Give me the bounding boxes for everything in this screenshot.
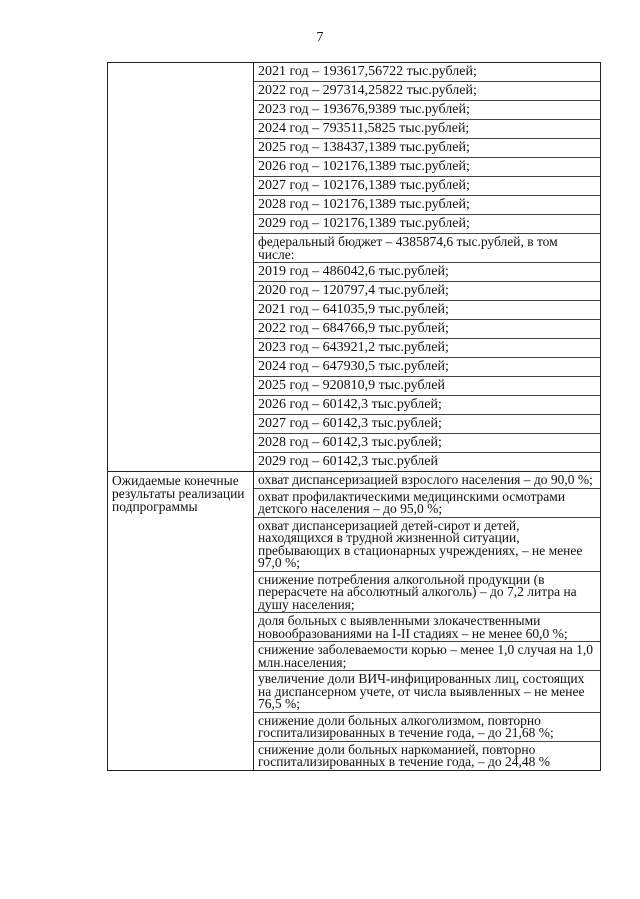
page-number: 7 <box>316 30 324 45</box>
federal-line: 2025 год – 920810,9 тыс.рублей <box>254 376 600 395</box>
federal-line: 2027 год – 60142,3 тыс.рублей; <box>254 414 600 433</box>
funding-line: 2023 год – 193676,9389 тыс.рублей; <box>254 100 600 119</box>
result-item: снижение доли больных наркоманией, повторно госпитализированных в течение года, – до 24,48 % <box>254 741 600 770</box>
funding-line: 2027 год – 102176,1389 тыс.рублей; <box>254 176 600 195</box>
result-item: снижение заболеваемости корью – менее 1,0 случая на 1,0 млн.населения; <box>254 641 600 670</box>
federal-line: 2021 год – 641035,9 тыс.рублей; <box>254 300 600 319</box>
subprogram-table <box>107 62 601 771</box>
federal-line: 2019 год – 486042,6 тыс.рублей; <box>254 262 600 281</box>
results-label: Ожидаемые конечные результаты реализации подпрограммы <box>108 472 254 771</box>
result-item: снижение потребления алкогольной продукции (в перерасчете на абсолютный алкоголь) – до 7,2 литра на душу населения; <box>254 571 600 613</box>
funding-values-cell <box>254 63 601 472</box>
federal-line: 2020 год – 120797,4 тыс.рублей; <box>254 281 600 300</box>
result-item: охват диспансеризацией взрослого населения – до 90,0 %; <box>258 472 593 487</box>
federal-line: 2024 год – 647930,5 тыс.рублей; <box>254 357 600 376</box>
federal-line: 2029 год – 60142,3 тыс.рублей <box>254 452 600 471</box>
funding-line: 2029 год – 102176,1389 тыс.рублей; <box>254 214 600 233</box>
result-item: охват диспансеризацией детей-сирот и детей, находящихся в трудной жизненной ситуации, пребывающих в стационарных учреждениях, – не менее 97,0 %; <box>254 517 600 571</box>
federal-line: 2022 год – 684766,9 тыс.рублей; <box>254 319 600 338</box>
funding-line: 2026 год – 102176,1389 тыс.рублей; <box>254 157 600 176</box>
result-item: охват профилактическими медицинскими осмотрами детского населения – до 95,0 %; <box>254 488 600 517</box>
result-item: доля больных с выявленными злокачественными новообразованиями на I-II стадиях – не менее 60,0 %; <box>254 612 600 641</box>
funding-line: 2024 год – 793511,5825 тыс.рублей; <box>254 119 600 138</box>
federal-line: 2026 год – 60142,3 тыс.рублей; <box>254 395 600 414</box>
federal-line: 2028 год – 60142,3 тыс.рублей; <box>254 433 600 452</box>
federal-budget-header: федеральный бюджет – 4385874,6 тыс.рублей, в том числе: <box>254 233 600 262</box>
result-item: снижение доли больных алкоголизмом, повторно госпитализированных в течение года, – до 21,68 %; <box>254 712 600 741</box>
funding-line: 2028 год – 102176,1389 тыс.рублей; <box>254 195 600 214</box>
funding-label-cell <box>108 63 254 472</box>
results-values-cell <box>254 472 601 771</box>
funding-line: 2022 год – 297314,25822 тыс.рублей; <box>254 81 600 100</box>
funding-line: 2021 год – 193617,56722 тыс.рублей; <box>258 64 477 79</box>
federal-line: 2023 год – 643921,2 тыс.рублей; <box>254 338 600 357</box>
result-item: увеличение доли ВИЧ-инфицированных лиц, состоящих на диспансерном учете, от числа выявленных – не менее 76,5 %; <box>254 670 600 712</box>
funding-row <box>108 63 601 472</box>
results-row <box>108 472 601 771</box>
funding-line: 2025 год – 138437,1389 тыс.рублей; <box>254 138 600 157</box>
